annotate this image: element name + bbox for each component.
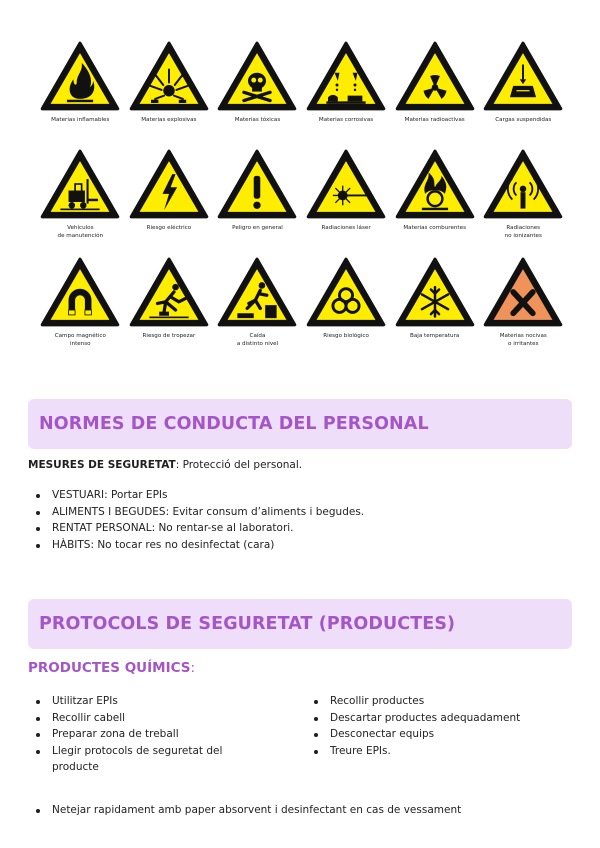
hazard-sign-label: Materias corrosivas — [318, 117, 374, 123]
hazard-sign-label: Radiaciones láser — [321, 225, 371, 231]
hazard-sign — [213, 256, 302, 364]
protocols-right-list — [306, 693, 576, 759]
list-item: Netejar rapidament amb paper absorvent i desinfectant en cas de vessament — [28, 802, 588, 819]
safety-measures-label: MESURES DE SEGURETAT — [28, 459, 176, 471]
hazard-sign — [213, 40, 302, 148]
hazard-sign-label: Materias nocivas o irritantes — [499, 333, 547, 347]
hazard-sign-label: Peligro en general — [232, 225, 283, 231]
list-item: Recollir productes — [306, 693, 576, 710]
conduct-list — [28, 487, 548, 553]
section-title-conduct: NORMES DE CONDUCTA DEL PERSONAL — [39, 414, 429, 434]
hazard-signs-grid — [36, 40, 568, 364]
section-banner-protocols — [28, 599, 572, 649]
section-title-protocols: PROTOCOLS DE SEGURETAT (PRODUCTES) — [39, 614, 456, 634]
list-item: ALIMENTS I BEGUDES: Evitar consum d’aliments i begudes. — [28, 504, 548, 521]
hazard-sign — [479, 148, 568, 256]
list-item: HÀBITS: No tocar res no desinfectat (cara) — [28, 537, 548, 554]
trip-hazard-icon — [128, 256, 210, 328]
hazard-sign — [302, 148, 391, 256]
hazard-sign-label: Cargas suspendidas — [495, 117, 552, 123]
hazard-sign — [479, 40, 568, 148]
hazard-sign-label: Riesgo eléctrico — [146, 225, 192, 231]
chemical-products-title: PRODUCTES QUÍMICS — [28, 660, 191, 676]
general-danger-icon — [216, 148, 298, 220]
hazard-sign-label: Riesgo de tropezar — [142, 333, 196, 339]
hazard-sign-label: Materias tóxicas — [234, 117, 281, 123]
list-item: Treure EPIs. — [306, 743, 576, 760]
hazard-sign — [390, 256, 479, 364]
list-item: Desconectar equips — [306, 726, 576, 743]
hazard-sign-label: Radiaciones no ionizantes — [504, 225, 542, 239]
non-ionizing-icon — [482, 148, 564, 220]
flammable-icon — [39, 40, 121, 112]
hazard-sign — [125, 256, 214, 364]
toxic-skull-icon — [216, 40, 298, 112]
hazard-sign-label: Materias explosivas — [141, 117, 197, 123]
hazard-sign — [125, 40, 214, 148]
list-item: Utilitzar EPIs — [28, 693, 268, 710]
fall-icon — [216, 256, 298, 328]
safety-measures-text: : Protecció del personal. — [175, 459, 303, 471]
hazard-sign — [213, 148, 302, 256]
hazard-sign — [36, 40, 125, 148]
hazard-sign — [36, 256, 125, 364]
hazard-sign-label: Riesgo biológico — [323, 333, 369, 339]
hazard-sign — [125, 148, 214, 256]
hazard-sign-label: Caída a distinto nivel — [236, 333, 279, 347]
list-item: Descartar productes adequadament — [306, 710, 576, 727]
forklift-icon — [39, 148, 121, 220]
suspended-load-icon — [482, 40, 564, 112]
protocols-left-list — [28, 693, 268, 776]
magnetic-field-icon — [39, 256, 121, 328]
hazard-sign-label: Materias inflamables — [51, 117, 110, 123]
hazard-sign-label: Materias radioactivas — [404, 117, 465, 123]
hazard-sign — [390, 40, 479, 148]
hazard-sign — [302, 256, 391, 364]
list-item: Preparar zona de treball — [28, 726, 268, 743]
list-item: Llegir protocols de seguretat del producte — [28, 743, 268, 776]
laser-icon — [305, 148, 387, 220]
hazard-sign — [479, 256, 568, 364]
corrosive-icon — [305, 40, 387, 112]
list-item: Recollir cabell — [28, 710, 268, 727]
chemical-products-heading — [28, 660, 195, 676]
low-temperature-icon — [394, 256, 476, 328]
hazard-sign — [36, 148, 125, 256]
hazard-sign — [390, 148, 479, 256]
electric-risk-icon — [128, 148, 210, 220]
hazard-sign-label: Materias comburentes — [403, 225, 466, 231]
harmful-icon — [482, 256, 564, 328]
spill-list — [28, 802, 588, 819]
hazard-sign — [302, 40, 391, 148]
explosive-icon — [128, 40, 210, 112]
hazard-sign-label: Vehículos de manutención — [57, 225, 104, 239]
chemical-products-colon: : — [190, 660, 196, 676]
hazard-sign-label: Campo magnético intenso — [54, 333, 106, 347]
list-item: RENTAT PERSONAL: No rentar-se al laboratori. — [28, 520, 548, 537]
oxidizer-icon — [394, 148, 476, 220]
hazard-sign-label: Baja temperatura — [410, 333, 460, 339]
list-item: VESTUARI: Portar EPIs — [28, 487, 548, 504]
section-banner-conduct — [28, 399, 572, 449]
safety-measures-line — [28, 459, 302, 471]
biohazard-icon — [305, 256, 387, 328]
radioactive-icon — [394, 40, 476, 112]
